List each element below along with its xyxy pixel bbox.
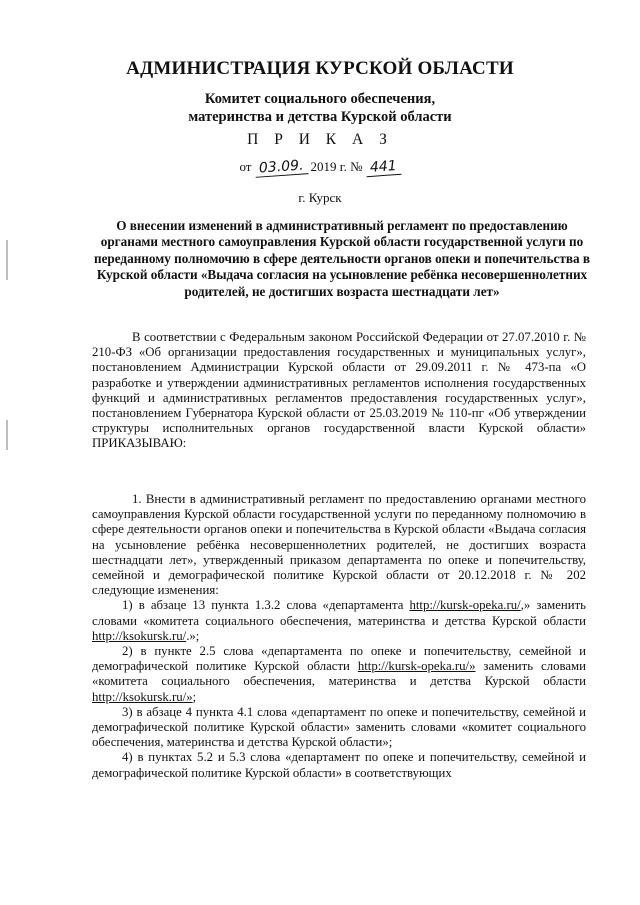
preamble-paragraph: В соответствии с Федеральным законом Российской Федерации от 27.07.2010 г. № 210-ФЗ «Об организации предоставления государственных и муниципальных услуг», постановлением Администрации Курской области от 29.09.2011 г. № 473-па «О разработке и утверждении административных регламентов исполнения государственных функций и административных регламентов предоставления государственных услуг», постановлением Губернатора Курской области от 25.03.2019 № 110-пг «Об утверждении структуры исполнительных органов государственной власти Курской области» ПРИКАЗЫВАЮ: xyxy=(92,330,586,451)
organization-name: АДМИНИСТРАЦИЯ КУРСКОЙ ОБЛАСТИ xyxy=(126,58,514,79)
subitem-3: 3) в абзаце 4 пункта 4.1 слова «департамент по опеке и попечительству, семейной и демографической политике Курской области» заменить словами «комитет социального обеспечения, материнства и детства Курской области»; xyxy=(92,704,586,750)
subitem-2 xyxy=(92,644,586,705)
subitem-2-text-b: заменить словами «комитета социального обеспечения, материнства и детства Курской области xyxy=(92,659,586,689)
order-date-line xyxy=(0,159,640,176)
ksokursk-link[interactable]: http://ksokursk.ru/ xyxy=(92,628,187,643)
scan-margin-mark xyxy=(6,240,8,280)
committee-line-1: Комитет социального обеспечения, xyxy=(204,91,436,107)
kursk-opeka-link[interactable]: http://kursk-opeka.ru/» xyxy=(357,659,476,674)
handwritten-date: 03.09. xyxy=(254,157,308,178)
order-year: 2019 г. № xyxy=(310,159,363,174)
order-items xyxy=(92,492,586,781)
order-title: О внесении изменений в административный регламент по предоставлению органами местного самоуправления Курской области государственной услуги по переданному полномочию в сфере деятельности органов опеки и попечительства в Курской области «Выдача согласия на усыновление ребёнка несовершеннолетних родителей, не достигших возраста шестнадцати лет» xyxy=(93,218,591,299)
preamble-block xyxy=(92,330,586,452)
subitem-4: 4) в пунктах 5.2 и 5.3 слова «департамент по опеке и попечительству, семейной и демографической политике Курской области» в соответствующих xyxy=(92,750,586,780)
subitem-1 xyxy=(92,598,586,644)
scan-margin-mark xyxy=(6,420,8,450)
handwritten-number: 441 xyxy=(365,158,401,177)
document-type: П Р И К А З xyxy=(247,131,393,148)
subitem-2-text-a: 2) в пункте 2.5 слова «департамента по опеке и попечительству, семейной и демографической политике Курской области xyxy=(92,644,586,674)
committee-line-2: материнства и детства Курской области xyxy=(188,109,452,125)
city: г. Курск xyxy=(298,190,342,205)
item-1-paragraph: 1. Внести в административный регламент по предоставлению органами местного самоуправления Курской области государственной услуги по переданному полномочию в сфере деятельности органов опеки и попечительства в Курской области «Выдача согласия на усыновление ребёнка несовершеннолетних родителей, не достигших возраста шестнадцати лет», утвержденный приказом департамента по опеке и попечительству, семейной и демографической политике Курской области от 20.12.2018 г. № 202 следующие изменения: xyxy=(92,492,586,598)
subitem-1-text-b: ,» заменить словами «комитета социального обеспечения, материнства и детства Курской области xyxy=(92,598,586,628)
subitem-2-text-c: ; xyxy=(192,689,197,704)
subitem-1-text-c: .»; xyxy=(186,628,200,643)
ksokursk-link[interactable]: http://ksokursk.ru/» xyxy=(92,689,193,704)
committee-name xyxy=(0,90,640,126)
date-prefix: от xyxy=(239,159,252,174)
subitem-1-text-a: 1) в абзаце 13 пункта 1.3.2 слова «департамента xyxy=(122,598,410,613)
kursk-opeka-link[interactable]: http://kursk-opeka.ru/ xyxy=(409,598,521,613)
